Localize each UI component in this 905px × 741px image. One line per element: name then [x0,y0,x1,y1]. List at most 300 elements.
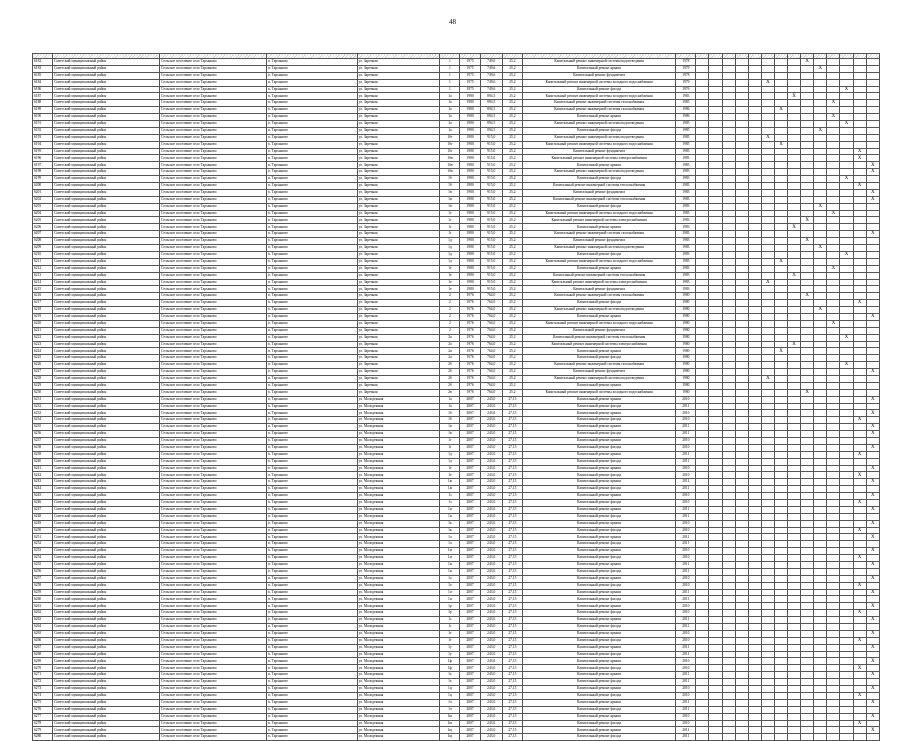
row-id-cell: 6219 [33,313,53,320]
year-cell: 2007 [460,734,480,741]
area-cell: 243,0 [480,410,502,417]
mark-cell [709,389,722,396]
mark-cell [735,279,748,286]
mark-cell [735,431,748,438]
mark-cell [774,679,787,686]
mark-cell [722,93,735,100]
mark-cell [801,286,814,293]
mark-cell [840,245,853,252]
mark-cell [709,506,722,513]
mark-cell [709,458,722,465]
mark-cell [761,389,774,396]
mark-cell [801,148,814,155]
mark-cell [696,527,709,534]
mark-cell [827,134,840,141]
mark-cell [709,300,722,307]
mark-cell [722,100,735,107]
year-cell: 2007 [460,658,480,665]
mark-cell [774,286,787,293]
mark-cell [735,189,748,196]
mark-cell [827,520,840,527]
mark-cell [788,334,801,341]
capital-repair-table [32,53,880,741]
mark-cell [722,727,735,734]
mark-cell [722,369,735,376]
mark-cell [709,706,722,713]
mark-cell [735,293,748,300]
mark-cell: X [853,148,866,155]
mark-cell [709,203,722,210]
mark-cell [853,513,866,520]
mark-cell [761,479,774,486]
rate-cell: 27,15 [502,603,522,610]
mark-cell [696,665,709,672]
mark-cell [788,603,801,610]
work-type-cell: Капитальный ремонт крыши [522,424,675,431]
house-cell: 1р [440,610,460,617]
mark-cell [696,238,709,245]
mark-cell [853,231,866,238]
mark-cell [761,451,774,458]
mark-cell [801,72,814,79]
mark-cell [814,134,827,141]
area-cell: 764,0 [480,389,502,396]
rate-cell: 27,15 [502,713,522,720]
street-cell: ул. Заречная [357,224,440,231]
area-cell: 915,0 [480,258,502,265]
mark-cell [788,562,801,569]
street-cell: ул. Молодежная [357,527,440,534]
settlement-cell: Сельское поселение село Тарханово [160,727,267,734]
house-cell: 1г [440,437,460,444]
district-cell: Советский муниципальный район [53,162,160,169]
mark-cell [814,86,827,93]
rate-cell: 25,2 [502,155,522,162]
row-id-cell: 6195 [33,148,53,155]
area-cell: 915,0 [480,148,502,155]
row-id-cell: 6201 [33,189,53,196]
mark-cell [722,382,735,389]
mark-cell [814,568,827,575]
mark-cell [774,465,787,472]
mark-cell [827,727,840,734]
mark-cell [827,127,840,134]
settlement-cell: Сельское поселение село Тарханово [160,679,267,686]
rate-cell: 27,15 [502,630,522,637]
area-cell: 915,0 [480,231,502,238]
work-type-cell: Капитальный ремонт крыши [522,493,675,500]
mark-cell [735,224,748,231]
mark-cell [761,582,774,589]
year-cell: 2007 [460,665,480,672]
mark-cell [696,451,709,458]
mark-cell [722,72,735,79]
rate-cell: 25,2 [502,72,522,79]
house-cell: 1б [440,176,460,183]
year-cell: 1976 [460,327,480,334]
mark-cell [761,679,774,686]
mark-cell [696,307,709,314]
year-cell: 1980 [460,100,480,107]
work-type-cell: Капитальный ремонт инженерной системы водоотведения [522,59,675,66]
mark-cell [853,162,866,169]
mark-cell: X [827,320,840,327]
house-cell: 1ж [440,486,460,493]
mark-cell [748,389,761,396]
mark-cell [709,493,722,500]
district-cell: Советский муниципальный район [53,341,160,348]
area-cell: 243,0 [480,644,502,651]
mark-cell [709,534,722,541]
plan-year-cell: 2011 [676,706,696,713]
work-type-cell: Капитальный ремонт крыши [522,520,675,527]
district-cell: Советский муниципальный район [53,692,160,699]
mark-cell [709,548,722,555]
row-id-cell: 6254 [33,555,53,562]
mark-cell [774,568,787,575]
year-cell: 2007 [460,603,480,610]
street-cell: ул. Молодежная [357,424,440,431]
row-id-cell: 6266 [33,637,53,644]
mark-cell [788,320,801,327]
area-cell: 764,0 [480,355,502,362]
mark-cell [814,699,827,706]
mark-cell [774,617,787,624]
rate-cell: 27,15 [502,672,522,679]
settlement-cell: Сельское поселение село Тарханово [160,513,267,520]
street-cell: ул. Заречная [357,382,440,389]
mark-cell [840,417,853,424]
street-cell: ул. Молодежная [357,624,440,631]
plan-year-cell: 2011 [676,679,696,686]
mark-cell [774,486,787,493]
table-row [33,658,880,665]
rate-cell: 27,15 [502,410,522,417]
year-cell: 2007 [460,679,480,686]
mark-cell [801,121,814,128]
mark-cell [801,155,814,162]
area-cell: 243,0 [480,437,502,444]
settlement-cell: Сельское поселение село Тарханово [160,313,267,320]
mark-cell [774,362,787,369]
mark-cell [709,224,722,231]
mark-cell [801,169,814,176]
settlement-cell: Сельское поселение село Тарханово [160,65,267,72]
mark-cell [761,210,774,217]
mark-cell [814,313,827,320]
area-cell: 915,0 [480,196,502,203]
mark-cell [748,313,761,320]
mark-cell: X [814,307,827,314]
area-cell: 764,0 [480,369,502,376]
mark-cell: X [853,610,866,617]
settlement-cell: Сельское поселение село Тарханово [160,575,267,582]
mark-cell [735,562,748,569]
mark-cell [722,568,735,575]
mark-cell [814,162,827,169]
mark-cell [748,196,761,203]
rate-cell: 25,2 [502,148,522,155]
table-row [33,575,880,582]
rate-cell: 25,2 [502,217,522,224]
rate-cell: 27,15 [502,651,522,658]
rate-cell: 25,2 [502,196,522,203]
mark-cell: X [866,644,879,651]
work-type-cell: Капитальный ремонт крыши [522,630,675,637]
house-cell: 1д [440,251,460,258]
mark-cell [840,210,853,217]
mark-cell [801,534,814,541]
mark-cell [709,313,722,320]
street-cell: ул. Молодежная [357,562,440,569]
street-cell: ул. Заречная [357,162,440,169]
mark-cell [748,183,761,190]
mark-cell [722,630,735,637]
place-cell: п. Тарханово [266,603,357,610]
settlement-cell: Сельское поселение село Тарханово [160,582,267,589]
area-cell: 915,0 [480,238,502,245]
place-cell: п. Тарханово [266,107,357,114]
mark-cell [748,617,761,624]
row-id-cell: 6253 [33,548,53,555]
mark-cell [722,444,735,451]
house-cell: 2 [440,313,460,320]
table-row [33,644,880,651]
mark-cell [840,369,853,376]
district-cell: Советский муниципальный район [53,734,160,741]
year-cell: 1980 [460,203,480,210]
mark-cell [774,375,787,382]
mark-cell [827,679,840,686]
mark-cell [748,603,761,610]
mark-cell [696,396,709,403]
house-cell: 2 [440,307,460,314]
mark-cell [696,582,709,589]
rate-cell: 25,2 [502,93,522,100]
mark-cell [761,162,774,169]
mark-cell [761,251,774,258]
area-cell: 764,0 [480,334,502,341]
mark-cell [722,127,735,134]
place-cell: п. Тарханово [266,210,357,217]
place-cell: п. Тарханово [266,610,357,617]
plan-year-cell: 2010 [676,472,696,479]
settlement-cell: Сельское поселение село Тарханово [160,258,267,265]
mark-cell [722,251,735,258]
area-cell: 243,0 [480,575,502,582]
mark-cell [748,369,761,376]
area-cell: 894,5 [480,107,502,114]
mark-cell [748,672,761,679]
year-cell: 1980 [460,196,480,203]
area-cell: 243,0 [480,596,502,603]
mark-cell [696,458,709,465]
mark-cell [853,286,866,293]
street-cell: ул. Заречная [357,313,440,320]
mark-cell [774,396,787,403]
mark-cell [761,320,774,327]
district-cell: Советский муниципальный район [53,307,160,314]
mark-cell [761,665,774,672]
mark-cell [866,362,879,369]
district-cell: Советский муниципальный район [53,699,160,706]
settlement-cell: Сельское поселение село Тарханово [160,362,267,369]
plan-year-cell: 2010 [676,637,696,644]
street-cell: ул. Молодежная [357,665,440,672]
table-row [33,189,880,196]
mark-cell [722,134,735,141]
mark-cell [722,107,735,114]
mark-cell [761,327,774,334]
mark-cell [788,286,801,293]
district-cell: Советский муниципальный район [53,555,160,562]
rate-cell: 27,15 [502,527,522,534]
mark-cell [696,121,709,128]
mark-cell: X [866,479,879,486]
year-cell: 1975 [460,86,480,93]
plan-year-cell: 1983 [676,272,696,279]
work-type-cell: Капитальный ремонт фасада [522,555,675,562]
year-cell: 2007 [460,692,480,699]
settlement-cell: Сельское поселение село Тарханово [160,245,267,252]
rate-cell: 25,2 [502,300,522,307]
mark-cell [735,307,748,314]
mark-cell [722,141,735,148]
area-cell: 915,0 [480,217,502,224]
mark-cell [696,644,709,651]
mark-cell [853,624,866,631]
mark-cell [696,141,709,148]
street-cell: ул. Молодежная [357,513,440,520]
mark-cell [801,486,814,493]
street-cell: ул. Молодежная [357,679,440,686]
table-row [33,458,880,465]
mark-cell [853,679,866,686]
plan-year-cell: 1983 [676,148,696,155]
mark-cell [801,203,814,210]
district-cell: Советский муниципальный район [53,500,160,507]
mark-cell [696,727,709,734]
district-cell: Советский муниципальный район [53,610,160,617]
area-cell: 915,0 [480,272,502,279]
mark-cell [748,534,761,541]
rate-cell: 25,2 [502,224,522,231]
mark-cell [709,293,722,300]
mark-cell: X [866,658,879,665]
street-cell: ул. Молодежная [357,410,440,417]
plan-year-cell: 2010 [676,630,696,637]
mark-cell [801,341,814,348]
mark-cell [801,196,814,203]
mark-cell [722,210,735,217]
place-cell: п. Тарханово [266,444,357,451]
rate-cell: 25,2 [502,59,522,66]
district-cell: Советский муниципальный район [53,458,160,465]
district-cell: Советский муниципальный район [53,65,160,72]
row-id-cell: 6238 [33,444,53,451]
mark-cell [866,458,879,465]
rate-cell: 25,2 [502,320,522,327]
district-cell: Советский муниципальный район [53,369,160,376]
mark-cell [748,506,761,513]
street-cell: ул. Заречная [357,155,440,162]
street-cell: ул. Молодежная [357,610,440,617]
mark-cell [853,486,866,493]
district-cell: Советский муниципальный район [53,272,160,279]
table-row [33,341,880,348]
mark-cell [814,320,827,327]
place-cell: п. Тарханово [266,486,357,493]
settlement-cell: Сельское поселение село Тарханово [160,617,267,624]
rate-cell: 25,2 [502,210,522,217]
mark-cell [801,727,814,734]
mark-cell: X [840,362,853,369]
mark-cell [827,272,840,279]
mark-cell [840,596,853,603]
mark-cell [735,169,748,176]
mark-cell [722,410,735,417]
place-cell: п. Тарханово [266,568,357,575]
street-cell: ул. Заречная [357,320,440,327]
table-row [33,699,880,706]
rate-cell: 27,15 [502,617,522,624]
mark-cell [722,548,735,555]
rate-cell: 25,2 [502,293,522,300]
mark-cell [840,603,853,610]
rate-cell: 25,2 [502,362,522,369]
mark-cell [801,107,814,114]
year-cell: 1980 [460,286,480,293]
mark-cell [735,320,748,327]
year-cell: 1980 [460,155,480,162]
mark-cell [722,313,735,320]
mark-cell: X [774,348,787,355]
mark-cell [761,486,774,493]
mark-cell [722,541,735,548]
mark-cell [788,417,801,424]
place-cell: п. Тарханово [266,555,357,562]
street-cell: ул. Заречная [357,300,440,307]
settlement-cell: Сельское поселение село Тарханово [160,231,267,238]
year-cell: 2007 [460,506,480,513]
mark-cell [801,65,814,72]
street-cell: ул. Заречная [357,86,440,93]
mark-cell [761,644,774,651]
mark-cell [827,93,840,100]
settlement-cell: Сельское поселение село Тарханово [160,155,267,162]
mark-cell [709,210,722,217]
plan-year-cell: 1986 [676,114,696,121]
mark-cell [814,210,827,217]
mark-cell [748,424,761,431]
house-cell: 1и [440,513,460,520]
settlement-cell: Сельское поселение село Тарханово [160,417,267,424]
mark-cell [748,658,761,665]
mark-cell [748,665,761,672]
street-cell: ул. Молодежная [357,706,440,713]
mark-cell [788,437,801,444]
table-row [33,727,880,734]
year-cell: 2007 [460,396,480,403]
mark-cell [788,369,801,376]
house-cell: 1в [440,203,460,210]
year-cell: 2007 [460,562,480,569]
house-cell: 1к [440,520,460,527]
mark-cell [735,424,748,431]
mark-cell [866,272,879,279]
mark-cell [748,686,761,693]
mark-cell [722,417,735,424]
